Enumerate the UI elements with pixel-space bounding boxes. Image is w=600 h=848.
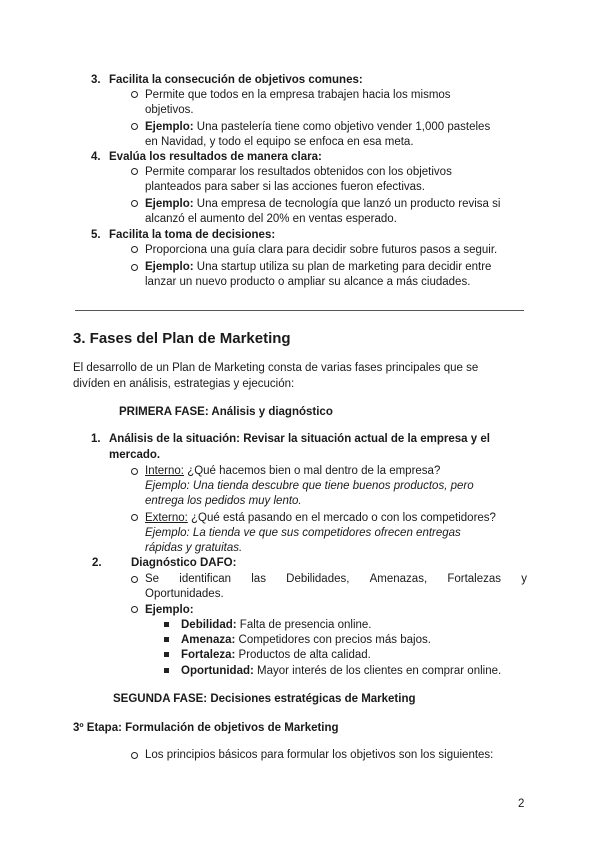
list-item-title: Facilita la consecución de objetivos comunes: — [109, 74, 363, 86]
list-item-title: Evalúa los resultados de manera clara: — [109, 151, 322, 163]
dafo-item: Debilidad: Falta de presencia online. — [181, 619, 372, 631]
page-number: 2 — [518, 798, 525, 810]
bullet-example: Ejemplo: Una startup utiliza su plan de marketing para decidir entre — [145, 261, 492, 273]
bullet-example: en Navidad, y todo el equipo se enfoca en esa meta. — [145, 136, 414, 148]
bullet-text: Interno: ¿Qué hacemos bien o mal dentro de la empresa? — [145, 465, 441, 477]
phase-heading: PRIMERA FASE: Análisis y diagnóstico — [119, 406, 333, 418]
hollow-circle-bullet-icon — [131, 576, 138, 583]
phase-heading: SEGUNDA FASE: Decisiones estratégicas de Marketing — [113, 693, 416, 705]
bullet-example: rápidas y gratuitas. — [145, 542, 243, 554]
list-item-title: Diagnóstico DAFO: — [131, 557, 237, 569]
list-number: 2. — [92, 557, 102, 569]
hollow-circle-bullet-icon — [131, 200, 138, 207]
bullet-text: Permite comparar los resultados obtenidos con los objetivos — [145, 166, 452, 178]
list-number: 3. — [91, 74, 101, 86]
bullet-text: Oportunidades. — [145, 588, 224, 600]
hollow-circle-bullet-icon — [131, 246, 138, 253]
hollow-circle-bullet-icon — [131, 91, 138, 98]
bullet-text: Permite que todos en la empresa trabajen hacia los mismos — [145, 89, 451, 101]
hollow-circle-bullet-icon — [131, 514, 138, 521]
bullet-example: lanzar un nuevo producto o ampliar su alcance a más ciudades. — [145, 276, 471, 288]
paragraph: El desarrollo de un Plan de Marketing consta de varias fases principales que se — [73, 362, 479, 374]
example-label: Ejemplo: — [145, 604, 194, 616]
hollow-circle-bullet-icon — [131, 468, 138, 475]
subsection-heading: 3º Etapa: Formulación de objetivos de Marketing — [73, 722, 339, 734]
dafo-item: Amenaza: Competidores con precios más bajos. — [181, 634, 431, 646]
list-number: 4. — [91, 151, 101, 163]
hollow-circle-bullet-icon — [131, 123, 138, 130]
bullet-text: planteados para saber si las acciones fueron efectivas. — [145, 181, 425, 193]
bullet-text: Se identifican las Debilidades, Amenazas, Fortalezas y — [145, 573, 527, 585]
bullet-example: Ejemplo: La tienda ve que sus competidores ofrecen entregas — [145, 527, 461, 539]
bullet-example: Ejemplo: Una pastelería tiene como objetivo vender 1,000 pasteles — [145, 121, 491, 133]
hollow-circle-bullet-icon — [131, 606, 138, 613]
bullet-text: objetivos. — [145, 104, 194, 116]
dafo-item: Fortaleza: Productos de alta calidad. — [181, 649, 371, 661]
bullet-text: Externo: ¿Qué está pasando en el mercado o con los competidores? — [145, 512, 496, 524]
square-bullet-icon — [164, 668, 169, 673]
bullet-text: Los principios básicos para formular los objetivos son los siguientes: — [145, 749, 494, 761]
list-number: 1. — [91, 433, 101, 445]
hollow-circle-bullet-icon — [131, 168, 138, 175]
bullet-text: Proporciona una guía clara para decidir sobre futuros pasos a seguir. — [145, 244, 498, 256]
list-item-title: Facilita la toma de decisiones: — [109, 229, 276, 241]
horizontal-divider — [75, 310, 524, 311]
bullet-example: entrega los pedidos muy lento. — [145, 495, 302, 507]
list-number: 5. — [91, 229, 101, 241]
dafo-item: Oportunidad: Mayor interés de los clientes en comprar online. — [181, 665, 502, 677]
list-item-title: Análisis de la situación: Revisar la situación actual de la empresa y el — [109, 433, 490, 445]
bullet-example: alcanzó el aumento del 20% en ventas esperado. — [145, 213, 397, 225]
hollow-circle-bullet-icon — [131, 264, 138, 271]
bullet-example: Ejemplo: Una tienda descubre que tiene buenos productos, pero — [145, 480, 474, 492]
square-bullet-icon — [164, 652, 169, 657]
square-bullet-icon — [164, 637, 169, 642]
list-item-title: mercado. — [109, 449, 161, 461]
bullet-example: Ejemplo: Una empresa de tecnología que lanzó un producto revisa si — [145, 198, 501, 210]
square-bullet-icon — [164, 622, 169, 627]
hollow-circle-bullet-icon — [131, 752, 138, 759]
section-heading: 3. Fases del Plan de Marketing — [73, 330, 291, 347]
paragraph: divíden en análisis, estrategias y ejecución: — [73, 378, 295, 390]
